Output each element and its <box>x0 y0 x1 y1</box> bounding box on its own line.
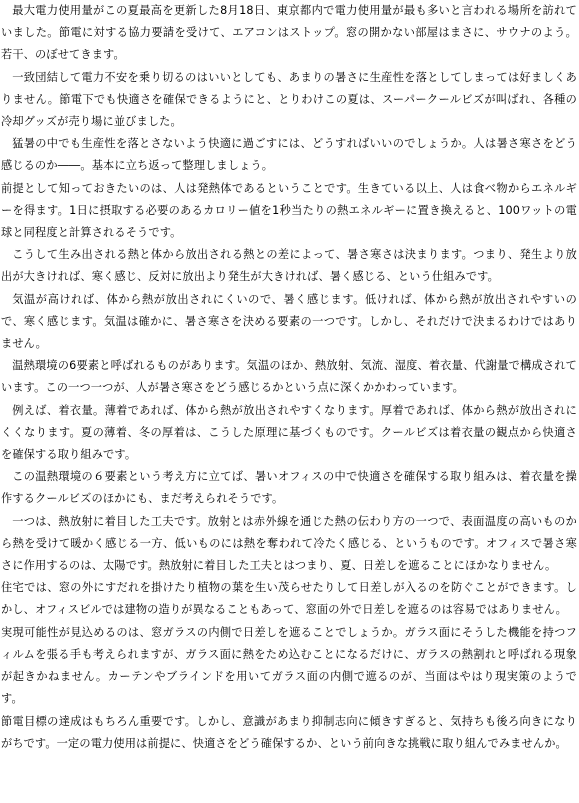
paragraph-10: 一つは、熱放射に着目した工夫です。放射とは赤外線を通じた熱の伝わり方の一つで、表面温度の高いものから熱を受けて暖かく感じる一方、低いものには熱を奪われて冷たく感じる、というものです。オフィスで暑さ寒さに作用するのは、太陽です。熱放射に着目した工夫とはつまり、夏、日差しを遮ることにほかなりません。 <box>1 514 577 573</box>
paragraph-13: 節電目標の達成はもちろん重要です。しかし、意識があまり抑制志向に傾きすぎると、気持ちも後ろ向きになりがちです。一定の電力使用は前提に、快適さをどう確保するか、という前向きな挑戦に取り組んでみませんか。 <box>1 714 577 750</box>
paragraph-8: 例えば、着衣量。薄着であれば、体から熱が放出されやすくなります。厚着であれば、体から熱が放出されにくくなります。夏の薄着、冬の厚着は、こうした原理に基づくものです。クールビズは着衣量の観点から快適さを確保する取り組みです。 <box>1 403 577 462</box>
paragraph-1: 最大電力使用量がこの夏最高を更新した8月18日、東京都内で電力使用量が最も多いと言われる場所を訪れていました。節電に対する協力要請を受けて、エアコンはストップ。窓の開かない部屋はまさに、サウナのよう。若干、のぼせてきます。 <box>1 4 577 62</box>
paragraph-2: 一致団結して電力不安を乗り切るのはいいとしても、あまりの暑さに生産性を落としてしまっては好ましくありません。節電下でも快適さを確保できるようにと、とりわけこの夏は、スーパークールビズが叫ばれ、各種の冷却グッズが売り場に並びました。 <box>1 70 577 129</box>
paragraph-4: 前提として知っておきたいのは、人は発熱体であるということです。生きている以上、人は食べ物からエネルギーを得ます。1日に摂取する必要のあるカロリー値を1秒当たりの熱エネルギーに置き換えると、100ワットの電球と同程度と計算されるそうです。 <box>1 181 577 240</box>
paragraph-12: 実現可能性が見込めるのは、窓ガラスの内側で日差しを遮ることでしょうか。ガラス面にそうした機能を持つフィルムを張る手も考えられますが、ガラス面に熱をため込むことになるだけに、ガラスの熱割れと呼ばれる現象が起きかねません。カーテンやブラインドを用いてガラス面の内側で遮るのが、当面はやはり現実策のようです。 <box>1 625 577 706</box>
paragraph-9: この温熱環境の６要素という考え方に立てば、暑いオフィスの中で快適さを確保する取り組みは、着衣量を操作するクールビズのほかにも、まだ考えられそうです。 <box>1 470 577 506</box>
paragraph-5: こうして生み出される熱と体から放出される熱との差によって、暑さ寒さは決まります。つまり、発生より放出が大きければ、寒く感じ、反対に放出より発生が大きければ、暑く感じる、という仕組みです。 <box>1 248 577 284</box>
paragraph-7: 温熱環境の6要素と呼ばれるものがあります。気温のほか、熱放射、気流、湿度、着衣量、代謝量で構成されています。この一つ一つが、人が暑さ寒さをどう感じるかという点に深くかかわっています。 <box>1 359 577 395</box>
paragraph-6: 気温が高ければ、体から熱が放出されにくいので、暑く感じます。低ければ、体から熱が放出されやすいので、寒く感じます。気温は確かに、暑さ寒さを決める要素の一つです。しかし、それだけで決まるわけではありません。 <box>1 292 577 351</box>
paragraph-11: 住宅では、窓の外にすだれを掛けたり植物の葉を生い茂らせたりして日差しが入るのを防ぐことができます。しかし、オフィスビルでは建物の造りが異なることもあって、窓面の外で日差しを遮るのは容易ではありません。 <box>1 581 577 617</box>
paragraph-3: 猛暑の中でも生産性を落とさないよう快適に過ごすには、どうすればいいのでしょうか。人は暑さ寒さをどう感じるのか――。基本に立ち返って整理しましょう。 <box>1 137 577 173</box>
